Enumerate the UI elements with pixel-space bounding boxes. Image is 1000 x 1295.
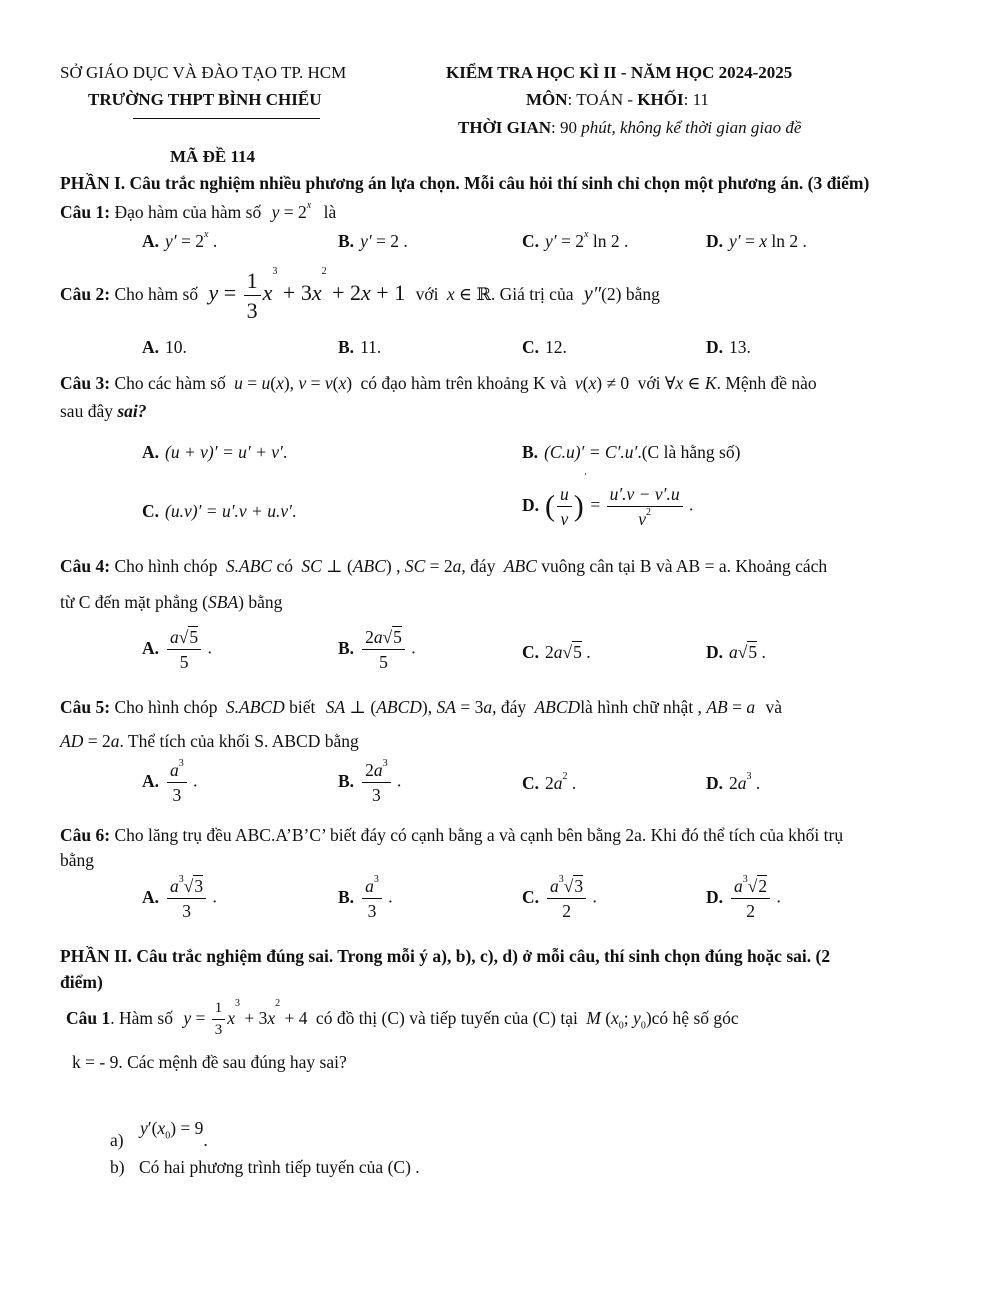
dept-name: SỞ GIÁO DỤC VÀ ĐÀO TẠO TP. HCM <box>60 63 347 82</box>
part2-question-1: Câu 1. Hàm số y = $\frac{1}{3}$ $x^3 + 3x^2 + 4$ có đồ thị (C) và tiếp tuyến của (C) tại M ($x_0$; $y_0)có$ hệ số góc <box>66 998 739 1039</box>
q4-option-a[interactable]: A. $\frac{a√5}{5}$ . <box>142 627 212 673</box>
time-line: THỜI GIAN: 90 phút, không kể thời gian giao đề <box>458 118 802 137</box>
part2-item-b[interactable]: b) Có hai phương trình tiếp tuyến của (C) . <box>110 1157 420 1177</box>
question-4-line2: từ C đến mặt phẳng (SBA) bằng <box>60 592 283 612</box>
q2-option-a[interactable]: A. 10. <box>142 337 187 357</box>
part2-title: PHẦN II. Câu trắc nghiệm đúng sai. Trong mỗi ý a), b), c), d) ở mỗi câu, thí sinh chọn đúng hoặc sai. (2 <box>60 946 831 966</box>
question-6-line2: bằng <box>60 850 95 870</box>
exam-title: KIỂM TRA HỌC KÌ II - NĂM HỌC 2024-2025 <box>446 63 793 82</box>
q1-option-a[interactable]: A. $y' = 2^x$ . <box>142 229 218 251</box>
q3-option-d[interactable]: D. ( $\frac{u}{v}$ )′ = $\frac{u'.v - v'.u}{v^2}$ . <box>522 472 694 530</box>
q4-option-b[interactable]: B. $\frac{2a√5}{5}$ . <box>338 627 416 673</box>
q1-option-d[interactable]: D. y′ = x ln 2 . <box>706 231 807 251</box>
school-name: TRƯỜNG THPT BÌNH CHIỂU <box>88 90 322 109</box>
question-4: Câu 4: Cho hình chóp S.ABC có SC ⊥ (ABC) , SC = 2a, đáy ABC vuông cân tại B và AB = a. Khoảng cách <box>60 556 828 576</box>
q3-option-b[interactable]: B. (C.u)′ = C′.u′.(C là hằng số) <box>522 442 741 462</box>
part2-title-line2: điểm) <box>60 972 103 992</box>
part2-item-a[interactable]: a) $y'(x_0) = 9$. <box>110 1118 208 1150</box>
subject-line: MÔN: TOÁN - KHỐI: 11 <box>526 90 709 109</box>
q5-option-d[interactable]: D. $2a^3$ . <box>706 771 761 793</box>
school-underline <box>133 118 320 119</box>
q1-option-c[interactable]: C. $y' = 2^x$ ln 2 . <box>522 229 629 251</box>
q2-option-c[interactable]: C. 12. <box>522 337 567 357</box>
question-5-line2: AD = 2a. Thể tích của khối S. ABCD bằng <box>60 731 359 751</box>
q2-option-d[interactable]: D. 13. <box>706 337 751 357</box>
part1-title: PHẦN I. Câu trắc nghiệm nhiều phương án lựa chọn. Mỗi câu hỏi thí sinh chỉ chọn một phương án. (3 điểm) <box>60 173 870 193</box>
question-1: Câu 1: Đạo hàm của hàm số $y = 2^x$ là <box>60 200 337 222</box>
q5-option-b[interactable]: B. $\frac{2a^3}{3}$ . <box>338 758 402 806</box>
question-2: Câu 2: Cho hàm số y = $\frac{1}{3}$ $x^3 + 3x^2 + 2x + 1$ với x ∈ ℝ. Giá trị của y″(2) bằng <box>60 266 660 324</box>
q1-option-b[interactable]: B. y′ = 2 . <box>338 231 408 251</box>
q4-option-c[interactable]: C. 2a√5 . <box>522 642 591 662</box>
exam-code: MÃ ĐỀ 114 <box>170 147 255 166</box>
q2-option-b[interactable]: B. 11. <box>338 337 382 357</box>
q6-option-a[interactable]: A. $\frac{a^3√3}{3}$ . <box>142 874 217 922</box>
question-3: Câu 3: Cho các hàm số u = u(x), v = v(x) có đạo hàm trên khoảng K và v(x) ≠ 0 với ∀x ∈ K. Mệnh đề nào <box>60 373 817 393</box>
q3-option-a[interactable]: A. (u + v)′ = u′ + v′. <box>142 442 288 462</box>
q6-option-d[interactable]: D. $\frac{a^3√2}{2}$ . <box>706 874 781 922</box>
q6-option-b[interactable]: B. $\frac{a^3}{3}$ . <box>338 874 393 922</box>
part2-question-1-line2: k = - 9. Các mệnh đề sau đúng hay sai? <box>72 1052 347 1072</box>
question-5: Câu 5: Cho hình chóp S.ABCD biết SA ⊥ (ABCD), SA = 3a, đáy ABCDlà hình chữ nhật , AB = a và <box>60 697 782 717</box>
q6-option-c[interactable]: C. $\frac{a^3√3}{2}$ . <box>522 874 597 922</box>
q5-option-c[interactable]: C. $2a^2$ . <box>522 771 577 793</box>
question-3-line2: sau đây sai? <box>60 401 147 421</box>
question-6: Câu 6: Cho lăng trụ đều ABC.A’B’C’ biết đáy có cạnh bằng a và cạnh bên bằng 2a. Khi đó thể tích của khối trụ <box>60 825 844 845</box>
q5-option-a[interactable]: A. $\frac{a^3}{3}$ . <box>142 758 198 806</box>
q3-option-c[interactable]: C. (u.v)′ = u′.v + u.v′. <box>142 501 297 521</box>
q4-option-d[interactable]: D. a√5 . <box>706 642 766 662</box>
